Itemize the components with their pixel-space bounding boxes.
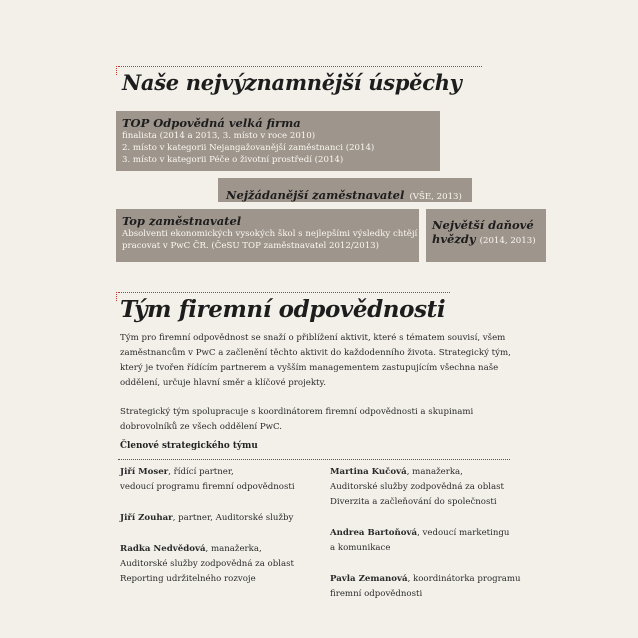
member-detail: Auditorské služby zodpovědná za oblast	[330, 482, 504, 492]
member-detail: vedoucí programu firemní odpovědnosti	[120, 482, 295, 492]
member-detail: Diverzita a začleňování do společnosti	[330, 497, 497, 507]
member-role: , koordinátorka programu	[407, 574, 521, 584]
intro-line: Tým pro firemní odpovědnost se snaží o přiblížení aktivit, které s tématem souvisí, všem	[120, 333, 506, 343]
award-line: finalista (2014 a 2013, 3. místo v roce 2010)	[122, 131, 316, 141]
member-name: Jiří Moser	[120, 467, 169, 477]
members-divider	[118, 459, 510, 460]
members-left-column	[120, 465, 320, 603]
award-box-most-desired-employer	[218, 178, 472, 202]
intro-paragraph-1	[120, 331, 520, 391]
intro-line: který je tvořen řídícím partnerem a vyšším managementem zastupujícím všechna naše	[120, 363, 499, 373]
member-role: , manažerka,	[406, 467, 463, 477]
member-role: , partner, Auditorské služby	[172, 513, 294, 523]
member-entry	[120, 542, 320, 587]
award-box-top-responsible-firm	[116, 111, 440, 171]
award-line: 2. místo v kategorii Nejangažovanější zaměstnanci (2014)	[122, 143, 375, 153]
member-role: , řídící partner,	[168, 467, 234, 477]
member-detail: Auditorské služby zodpovědná za oblast	[120, 559, 294, 569]
award-title-line1: Největší daňové	[432, 218, 534, 232]
intro-paragraph-2	[120, 405, 520, 435]
section2-top-rule	[118, 292, 450, 293]
section1-tick	[116, 66, 118, 75]
section1-top-rule	[118, 66, 482, 67]
award-box-top-employer	[116, 209, 419, 262]
members-title: Členové strategického týmu	[120, 441, 258, 451]
section2-title: Tým firemní odpovědnosti	[120, 296, 446, 323]
member-entry	[330, 572, 530, 602]
award-note: (VŠE, 2013)	[409, 192, 462, 202]
section2-tick	[116, 292, 118, 301]
member-name: Martina Kučová	[330, 467, 407, 477]
award-title: TOP Odpovědná velká firma	[122, 116, 301, 130]
member-name: Andrea Bartoňová	[330, 528, 418, 538]
intro-line: zaměstnancům v PwC a začlenění těchto aktivit do každodenního života. Strategický tým,	[120, 348, 511, 358]
member-name: Pavla Zemanová	[330, 574, 408, 584]
member-entry	[120, 465, 320, 495]
award-line: pracovat v PwC ČR. (ČeSU TOP zaměstnavatel 2012/2013)	[122, 241, 379, 251]
award-title: Top zaměstnavatel	[122, 214, 242, 228]
member-role: , manažerka,	[205, 544, 262, 554]
member-entry	[330, 526, 530, 556]
award-title	[432, 218, 540, 248]
section1-title: Naše nejvýznamnější úspěchy	[122, 70, 462, 95]
member-detail: firemní odpovědnosti	[330, 589, 423, 599]
member-entry	[330, 465, 530, 510]
member-entry	[120, 511, 320, 526]
members-right-column	[330, 465, 530, 618]
member-detail: Reporting udržitelného rozvoje	[120, 574, 256, 584]
intro-line: Strategický tým spolupracuje s koordinátorem firemní odpovědnosti a skupinami	[120, 407, 474, 417]
award-line: 3. místo v kategorii Péče o životní prostředí (2014)	[122, 155, 344, 165]
award-box-tax-stars	[426, 209, 546, 262]
award-line: Absolventi ekonomických vysokých škol s nejlepšími výsledky chtějí	[122, 229, 418, 239]
award-title: Nejžádanější zaměstnavatel	[226, 188, 405, 202]
member-role: , vedoucí marketingu	[417, 528, 510, 538]
intro-line: dobrovolníků ze všech oddělení PwC.	[120, 422, 283, 432]
member-detail: a komunikace	[330, 543, 391, 553]
award-title-line2: hvězdy	[432, 232, 476, 246]
section2-intro	[120, 331, 520, 435]
intro-line: oddělení, určuje hlavní směr a klíčové projekty.	[120, 378, 326, 388]
member-name: Radka Nedvědová	[120, 544, 206, 554]
member-name: Jiří Zouhar	[120, 513, 173, 523]
award-note: (2014, 2013)	[479, 236, 536, 246]
